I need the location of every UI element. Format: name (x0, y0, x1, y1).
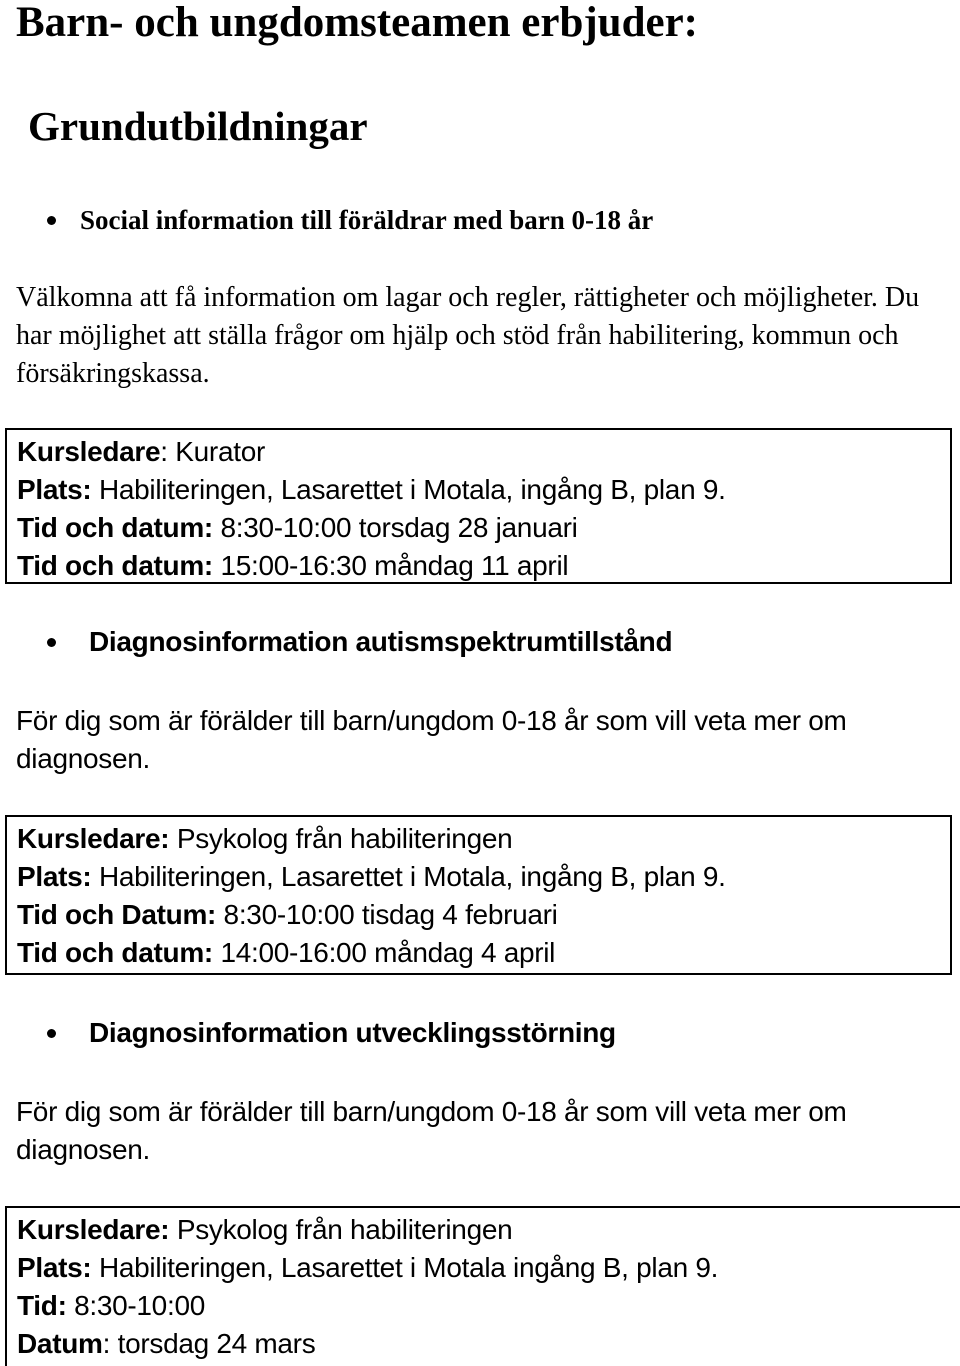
detail-row (17, 896, 950, 934)
detail-label: Tid och datum: (17, 550, 213, 581)
detail-row (17, 509, 950, 547)
course-details-box (5, 1206, 960, 1366)
detail-row (17, 547, 950, 585)
detail-row (17, 858, 950, 896)
detail-label: Kursledare: (17, 823, 170, 854)
detail-separator (67, 1290, 74, 1321)
detail-label: Kursledare: (17, 1214, 170, 1245)
detail-separator (91, 861, 98, 892)
detail-label: Plats: (17, 474, 92, 505)
course-title-intellectual-disability (47, 1017, 616, 1049)
detail-label: Datum (17, 1328, 103, 1359)
bullet-icon (47, 1029, 56, 1038)
detail-separator: : (160, 436, 176, 467)
detail-row (17, 1211, 960, 1249)
detail-value: Habiliteringen, Lasarettet i Motala, ingång B, plan 9. (98, 474, 726, 505)
detail-value: 8:30-10:00 tisdag 4 februari (223, 899, 558, 930)
bullet-icon (47, 638, 56, 647)
course-title-autism (47, 626, 672, 658)
course-title: Diagnosinformation autismspektrumtillstånd (89, 626, 673, 657)
course-title: Diagnosinformation utvecklingsstörning (89, 1017, 616, 1048)
detail-row (17, 1325, 960, 1363)
course-description: För dig som är förälder till barn/ungdom 0-18 år som vill veta mer om diagnosen. (16, 1096, 847, 1165)
detail-value: 15:00-16:30 måndag 11 april (220, 550, 569, 581)
detail-separator (169, 1214, 176, 1245)
detail-value: 8:30-10:00 (74, 1290, 205, 1321)
detail-value: torsdag 24 mars (117, 1328, 316, 1359)
detail-value: Psykolog från habiliteringen (176, 1214, 513, 1245)
detail-value: 8:30-10:00 torsdag 28 januari (220, 512, 578, 543)
detail-separator (169, 823, 176, 854)
detail-row (17, 433, 950, 471)
detail-label: Plats: (17, 1252, 92, 1283)
detail-row (17, 820, 950, 858)
detail-value: Psykolog från habiliteringen (176, 823, 513, 854)
detail-separator (216, 899, 223, 930)
course-title-social-info (47, 205, 653, 236)
course-details-box (5, 428, 952, 584)
detail-value: Kurator (175, 436, 265, 467)
course-title: Social information till föräldrar med barn 0-18 år (80, 205, 654, 235)
detail-label: Tid: (17, 1290, 67, 1321)
detail-label: Kursledare (17, 436, 161, 467)
detail-value: 14:00-16:00 måndag 4 april (220, 937, 556, 968)
detail-label: Tid och Datum: (17, 899, 217, 930)
course-details-box (5, 815, 952, 975)
detail-label: Tid och datum: (17, 512, 213, 543)
detail-value: Habiliteringen, Lasarettet i Motala ingång B, plan 9. (98, 1252, 719, 1283)
detail-row (17, 934, 950, 972)
section-heading: Grundutbildningar (28, 103, 368, 149)
detail-value: Habiliteringen, Lasarettet i Motala, ingång B, plan 9. (98, 861, 726, 892)
bullet-icon (47, 216, 56, 225)
course-description: Välkomna att få information om lagar och regler, rättigheter och möjligheter. Du har möjlighet att ställa frågor om hjälp och stöd från habilitering, kommun och försäkringskassa. (16, 282, 920, 389)
detail-row (17, 471, 950, 509)
detail-label: Plats: (17, 861, 92, 892)
detail-row (17, 1249, 960, 1287)
detail-label: Tid och datum: (17, 937, 213, 968)
detail-separator (91, 474, 98, 505)
page-heading: Barn- och ungdomsteamen erbjuder: (16, 0, 698, 46)
detail-separator (91, 1252, 98, 1283)
course-description: För dig som är förälder till barn/ungdom 0-18 år som vill veta mer om diagnosen. (16, 705, 847, 774)
detail-row (17, 1287, 960, 1325)
detail-separator: : (102, 1328, 118, 1359)
